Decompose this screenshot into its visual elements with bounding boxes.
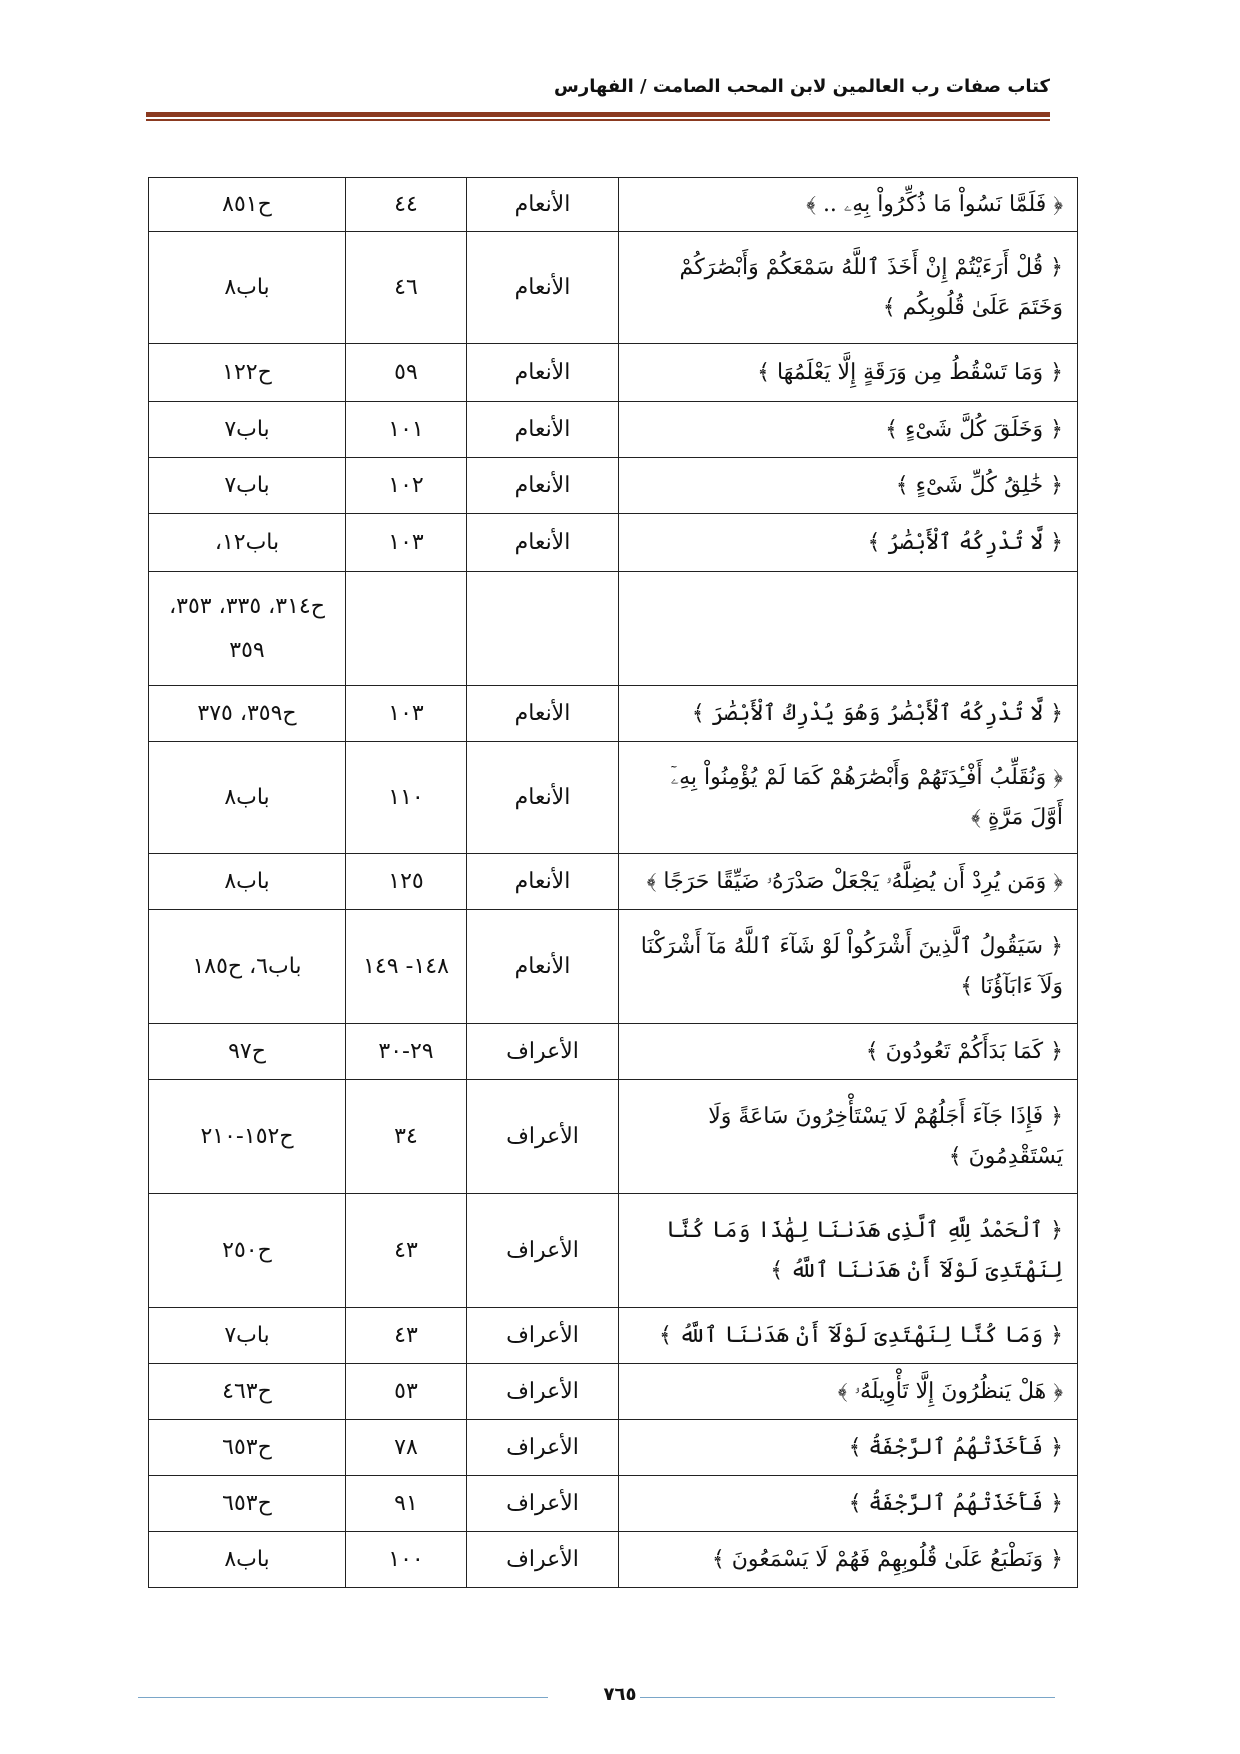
ayah-cell: ١٤٨- ١٤٩ — [346, 910, 467, 1024]
ayah-cell: ١١٠ — [346, 742, 467, 854]
verse-cell: ﴿ سَيَقُولُ ٱلَّذِينَ أَشْرَكُواْ لَوْ شَآءَ ٱللَّهُ مَآ أَشْرَكْنَا وَلَآ ءَابَآؤُنَا ﴾ — [619, 910, 1078, 1024]
page-header-title: كتاب صفات رب العالمين لابن المحب الصامت / الفهارس — [554, 76, 1050, 97]
surah-cell: الأنعام — [467, 178, 619, 232]
reference-cell: باب٨ — [149, 854, 346, 910]
verse-cell: ﴿ فَلَمَّا نَسُواْ مَا ذُكِّرُواْ بِهِۦ .. ﴾ — [619, 178, 1078, 232]
table-row — [149, 1476, 1078, 1532]
surah-cell: الأعراف — [467, 1420, 619, 1476]
reference-cell: ح٦٥٣ — [149, 1420, 346, 1476]
reference-cell: باب٨ — [149, 1532, 346, 1588]
ayah-cell: ٥٣ — [346, 1364, 467, 1420]
surah-cell: الأعراف — [467, 1194, 619, 1308]
table-row — [149, 1024, 1078, 1080]
ayah-cell: ١٠٣ — [346, 514, 467, 572]
reference-cell: باب٧ — [149, 1308, 346, 1364]
surah-cell — [467, 572, 619, 686]
verse-cell: ﴿ قُلْ أَرَءَيْتُمْ إِنْ أَخَذَ ٱللَّهُ سَمْعَكُمْ وَأَبْصَٰرَكُمْ وَخَتَمَ عَلَىٰ قُلُوبِكُم ﴾ — [619, 232, 1078, 344]
reference-cell: ح٤٦٣ — [149, 1364, 346, 1420]
reference-cell: ح٦٥٣ — [149, 1476, 346, 1532]
ayah-cell: ١٠١ — [346, 402, 467, 458]
verse-index-table — [148, 177, 1078, 1588]
reference-cell: ح٩٧ — [149, 1024, 346, 1080]
verse-cell: ﴿ ٱلْحَمْدُ لِلَّهِ ٱلَّذِى هَدَىٰنَا لِهَٰذَا وَمَا كُنَّا لِنَهْتَدِىَ لَوْلَآ أَنْ هَدَىٰنَا ٱللَّهُ ﴾ — [619, 1194, 1078, 1308]
table-row — [149, 1080, 1078, 1194]
table-row — [149, 1308, 1078, 1364]
reference-cell: باب٧ — [149, 402, 346, 458]
reference-cell: ح٣٥٩، ٣٧٥ — [149, 686, 346, 742]
ayah-cell: ١٢٥ — [346, 854, 467, 910]
page-number: ٧٦٥ — [603, 1684, 637, 1705]
verse-cell — [619, 572, 1078, 686]
surah-cell: الأعراف — [467, 1532, 619, 1588]
surah-cell: الأنعام — [467, 458, 619, 514]
reference-cell: ح١٢٢ — [149, 344, 346, 402]
ayah-cell: ٥٩ — [346, 344, 467, 402]
ayah-cell: ٤٣ — [346, 1308, 467, 1364]
verse-cell: ﴿ لَّا تُدْرِكُهُ ٱلْأَبْصَٰرُ وَهُوَ يُدْرِكُ ٱلْأَبْصَٰرَ ﴾ — [619, 686, 1078, 742]
surah-cell: الأنعام — [467, 910, 619, 1024]
ayah-cell: ١٠٣ — [346, 686, 467, 742]
ayah-cell: ٢٩-٣٠ — [346, 1024, 467, 1080]
surah-cell: الأنعام — [467, 854, 619, 910]
reference-cell: ح١٥٢-٢١٠ — [149, 1080, 346, 1194]
surah-cell: الأنعام — [467, 232, 619, 344]
verse-cell: ﴿ فَأَخَذَتْهُمُ ٱلرَّجْفَةُ ﴾ — [619, 1476, 1078, 1532]
table-row — [149, 1420, 1078, 1476]
verse-cell: ﴿ وَمَا كُنَّا لِنَهْتَدِىَ لَوْلَآ أَنْ هَدَىٰنَا ٱللَّهُ ﴾ — [619, 1308, 1078, 1364]
verse-cell: ﴿ هَلْ يَنظُرُونَ إِلَّا تَأْوِيلَهُۥ ﴾ — [619, 1364, 1078, 1420]
ayah-cell: ٧٨ — [346, 1420, 467, 1476]
reference-cell: باب٨ — [149, 232, 346, 344]
reference-cell: باب٧ — [149, 458, 346, 514]
table-row — [149, 686, 1078, 742]
reference-cell: ح٨٥١ — [149, 178, 346, 232]
table-row — [149, 742, 1078, 854]
surah-cell: الأنعام — [467, 514, 619, 572]
header-rule-thin — [146, 119, 1050, 121]
table-row — [149, 1532, 1078, 1588]
table-row — [149, 1194, 1078, 1308]
surah-cell: الأنعام — [467, 742, 619, 854]
verse-cell: ﴿ فَأَخَذَتْهُمُ ٱلرَّجْفَةُ ﴾ — [619, 1420, 1078, 1476]
surah-cell: الأعراف — [467, 1476, 619, 1532]
table-row — [149, 344, 1078, 402]
verse-cell: ﴿ خَٰلِقُ كُلِّ شَىْءٍ ﴾ — [619, 458, 1078, 514]
ayah-cell: ٣٤ — [346, 1080, 467, 1194]
table-row — [149, 402, 1078, 458]
reference-cell: ح٢٥٠ — [149, 1194, 346, 1308]
ayah-cell: ١٠٠ — [346, 1532, 467, 1588]
surah-cell: الأعراف — [467, 1080, 619, 1194]
ayah-cell: ٤٤ — [346, 178, 467, 232]
verse-cell: ﴿ وَخَلَقَ كُلَّ شَىْءٍ ﴾ — [619, 402, 1078, 458]
ayah-cell: ٤٣ — [346, 1194, 467, 1308]
ayah-cell: ١٠٢ — [346, 458, 467, 514]
surah-cell: الأعراف — [467, 1024, 619, 1080]
header-rule-thick — [146, 112, 1050, 117]
surah-cell: الأنعام — [467, 402, 619, 458]
surah-cell: الأعراف — [467, 1308, 619, 1364]
verse-cell: ﴿ كَمَا بَدَأَكُمْ تَعُودُونَ ﴾ — [619, 1024, 1078, 1080]
table-row — [149, 178, 1078, 232]
surah-cell: الأنعام — [467, 686, 619, 742]
surah-cell: الأنعام — [467, 344, 619, 402]
verse-cell: ﴿ وَنَطْبَعُ عَلَىٰ قُلُوبِهِمْ فَهُمْ لَا يَسْمَعُونَ ﴾ — [619, 1532, 1078, 1588]
verse-cell: ﴿ وَمَن يُرِدْ أَن يُضِلَّهُۥ يَجْعَلْ صَدْرَهُۥ ضَيِّقًا حَرَجًا ﴾ — [619, 854, 1078, 910]
table-row — [149, 910, 1078, 1024]
table-row — [149, 854, 1078, 910]
table-row — [149, 458, 1078, 514]
reference-cell: باب٨ — [149, 742, 346, 854]
table-row — [149, 572, 1078, 686]
table-row — [149, 232, 1078, 344]
verse-cell: ﴿ لَّا تُدْرِكُهُ ٱلْأَبْصَٰرُ ﴾ — [619, 514, 1078, 572]
ayah-cell — [346, 572, 467, 686]
reference-cell: ح٣١٤، ٣٣٥، ٣٥٣، ٣٥٩ — [149, 572, 346, 686]
table-row — [149, 1364, 1078, 1420]
surah-cell: الأعراف — [467, 1364, 619, 1420]
reference-cell: باب١٢، — [149, 514, 346, 572]
verse-cell: ﴿ فَإِذَا جَآءَ أَجَلُهُمْ لَا يَسْتَأْخِرُونَ سَاعَةً وَلَا يَسْتَقْدِمُونَ ﴾ — [619, 1080, 1078, 1194]
table-row — [149, 514, 1078, 572]
reference-cell: باب٦، ح١٨٥ — [149, 910, 346, 1024]
ayah-cell: ٤٦ — [346, 232, 467, 344]
verse-cell: ﴿ وَنُقَلِّبُ أَفْـِٔدَتَهُمْ وَأَبْصَٰرَهُمْ كَمَا لَمْ يُؤْمِنُواْ بِهِۦٓ أَوَّلَ مَرَّةٍ ﴾ — [619, 742, 1078, 854]
ayah-cell: ٩١ — [346, 1476, 467, 1532]
verse-cell: ﴿ وَمَا تَسْقُطُ مِن وَرَقَةٍ إِلَّا يَعْلَمُهَا ﴾ — [619, 344, 1078, 402]
